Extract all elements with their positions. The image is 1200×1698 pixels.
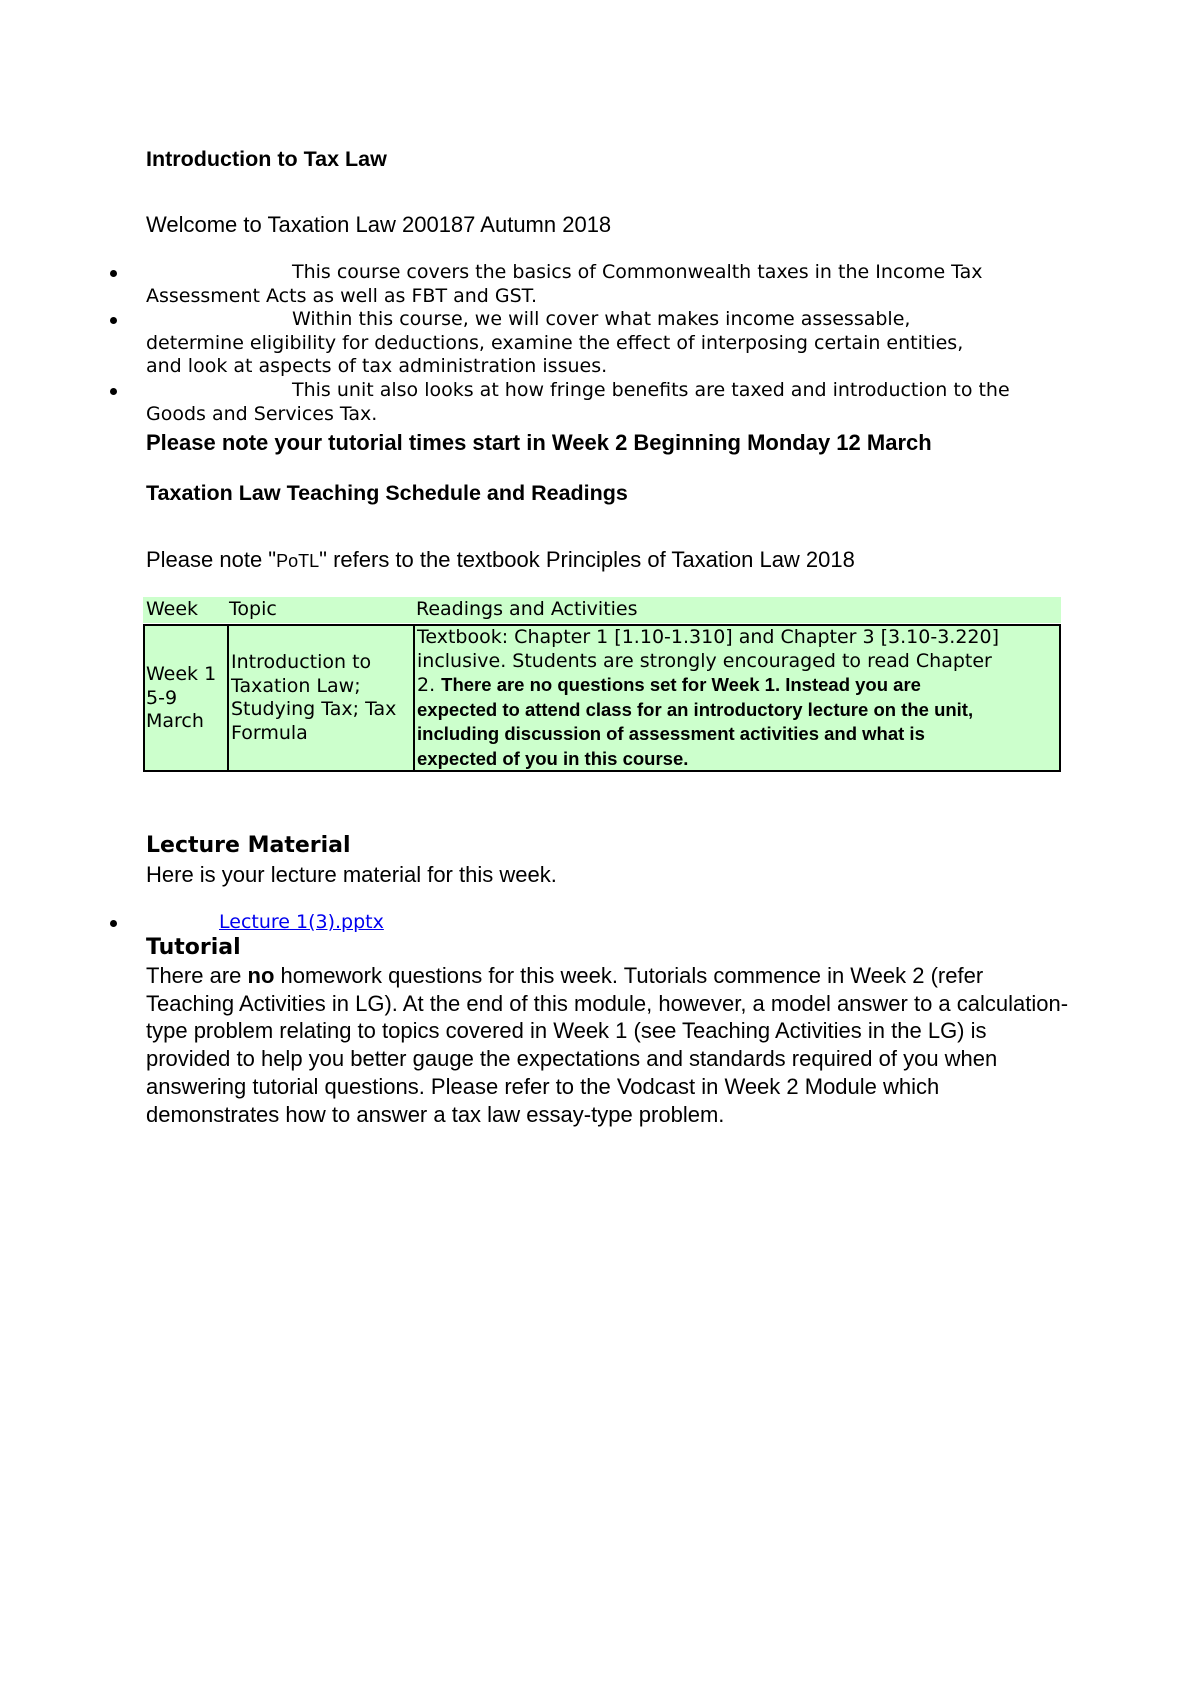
tutorial-start-notice: Please note your tutorial times start in Week 2 Beginning Monday 12 March — [146, 430, 932, 455]
lecture-intro: Here is your lecture material for this week. — [146, 862, 557, 887]
column-header-topic: Topic — [229, 598, 277, 620]
intro-bullet-3: This unit also looks at how fringe benefits are taxed and introduction to the Goods and Services Tax. — [146, 379, 1010, 425]
bullet-icon — [110, 270, 117, 277]
bullet-icon — [110, 388, 117, 395]
table-row — [143, 624, 1061, 772]
intro-bullet-2: Within this course, we will cover what makes income assessable, determine eligibility for deductions, examine the effect of interposing certain entities, and look at aspects of tax administration issues. — [146, 308, 964, 377]
column-header-readings: Readings and Activities — [416, 598, 638, 620]
document-title: Introduction to Tax Law — [146, 147, 387, 171]
potl-abbrev: PoTL — [276, 551, 320, 571]
column-header-week: Week — [146, 598, 199, 620]
welcome-line: Welcome to Taxation Law 200187 Autumn 2018 — [146, 212, 612, 237]
bullet-icon — [110, 920, 117, 927]
lecture-heading: Lecture Material — [146, 833, 351, 858]
tutorial-heading: Tutorial — [146, 935, 241, 960]
cell-topic: Introduction to Taxation Law; Studying Tax; Tax Formula — [231, 651, 397, 744]
schedule-heading: Taxation Law Teaching Schedule and Readings — [146, 481, 628, 505]
column-divider — [413, 626, 415, 772]
column-divider — [227, 626, 229, 772]
schedule-note: Please note "PoTL" refers to the textbook Principles of Taxation Law 2018 — [146, 547, 855, 572]
intro-bullet-1: This course covers the basics of Commonwealth taxes in the Income Tax Assessment Acts as well as FBT and GST. — [146, 261, 983, 307]
cell-week: Week 1 5-9 March — [146, 663, 217, 732]
tutorial-paragraph: There are no homework questions for this week. Tutorials commence in Week 2 (refer Teaching Activities in LG). At the end of this module, however, a model answer to a calculation-type problem relating to topics covered in Week 1 (see Teaching Activities in the LG) is provided to help you better gauge the expectations and standards required of you when answering tutorial questions. Please refer to the Vodcast in Week 2 Module which demonstrates how to answer a tax law essay-type problem. — [146, 963, 1069, 1127]
lecture-pptx-link[interactable]: Lecture 1(3).pptx — [219, 911, 384, 933]
bullet-icon — [110, 317, 117, 324]
table-header-row — [143, 597, 1061, 623]
cell-readings: Textbook: Chapter 1 [1.10-1.310] and Chapter 3 [3.10-3.220] inclusive. Students are strongly encouraged to read Chapter 2. There are no questions set for Week 1. Instead you are expected to attend class for an introductory lecture on the unit, including discussion of assessment activities and what is expected of you in this course. — [417, 626, 1000, 769]
